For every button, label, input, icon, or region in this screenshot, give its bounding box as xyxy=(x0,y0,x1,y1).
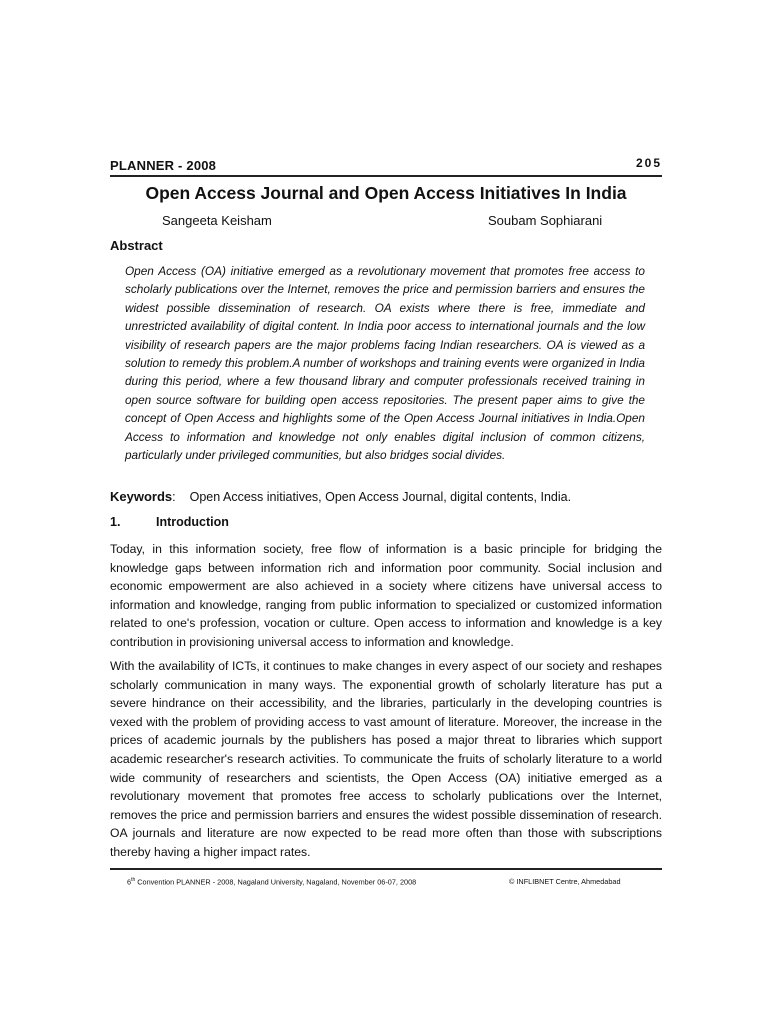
footer-copyright: © INFLIBNET Centre, Ahmedabad xyxy=(509,877,621,886)
section-number: 1. xyxy=(110,515,121,529)
paragraph-1: Today, in this information society, free flow of information is a basic principle for bridging the knowledge gaps between information rich and information poor community. Social inclusion and economic empowerment are also achieved in a society where citizens have universal access to information and knowledge, ranging from public information to specialized or customized information related to one's profession, vocation or culture. Open access to information and knowledge is a key contribution in provisioning universal access to information and knowledge. xyxy=(110,542,662,649)
page-number: 205 xyxy=(635,156,662,170)
footer-rule xyxy=(110,868,662,870)
paper-title: Open Access Journal and Open Access Initiatives In India xyxy=(145,183,627,203)
keywords-label: Keywords xyxy=(110,489,173,504)
abstract-heading: Abstract xyxy=(110,238,163,253)
keywords-colon: : xyxy=(172,490,176,504)
keywords-text: Open Access initiatives, Open Access Journal, digital contents, India. xyxy=(189,490,572,504)
paragraph-2: With the availability of ICTs, it continues to make changes in every aspect of our society and reshapes scholarly communication in many ways. The exponential growth of scholarly literature has put a severe hindrance on their accessibility, and the libraries, particularly in the developing countries is vexed with the problem of providing access to vast amount of literature. Moreover, the increase in the prices of academic journals by the publishers has posed a major threat to libraries which support academic researcher's research activities. To communicate the fruits of scholarly literature to a world wide community of researchers and scientists, the Open Access (OA) initiative emerged as a revolutionary movement that promotes free access to scholarly publications over the Internet, removes the price and permission barriers and ensures the widest possible dissemination of research. OA journals and literature are now expected to be read more often than those with subscriptions thereby having a higher impact rates. xyxy=(110,659,662,859)
header-rule xyxy=(110,175,662,177)
running-head: PLANNER - 2008 xyxy=(110,158,217,173)
footer-conference-text: Convention PLANNER - 2008, Nagaland University, Nagaland, November 06-07, 2008 xyxy=(135,877,417,887)
footer-conference xyxy=(127,877,416,886)
author-2: Soubam Sophiarani xyxy=(488,213,603,228)
keywords-line xyxy=(110,489,571,504)
footer-ordinal-number: 6 xyxy=(127,877,132,887)
page-header xyxy=(110,156,662,174)
footer-ordinal-suffix: th xyxy=(131,877,136,883)
abstract-text: Open Access (OA) initiative emerged as a revolutionary movement that promotes free access to scholarly publications over the Internet, removes the price and permission barriers and ensures the widest possible dissemination of research. OA exists where there is free, immediate and unrestricted availability of digital content. In India poor access to international journals and the low visibility of research papers are the major problems facing Indian researchers. OA is viewed as a solution to remedy this problem.A number of workshops and training events were organized in India during this period, where a few thousand library and computer professionals received training in open source software for building open access repositories. The present paper aims to give the concept of Open Access and highlights some of the Open Access Journal initiatives in India.Open Access to information and knowledge not only enables digital inclusion of common citizens, particularly under privileged communities, but also bridges social divides. xyxy=(125,264,645,463)
section-title: Introduction xyxy=(156,515,229,529)
author-1: Sangeeta Keisham xyxy=(162,213,272,228)
